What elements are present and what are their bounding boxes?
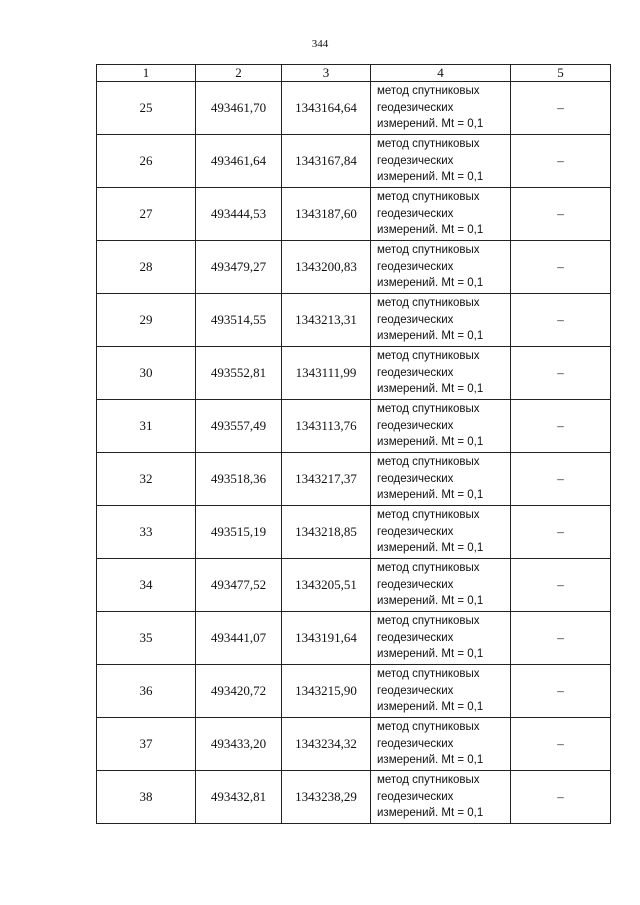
point-number-cell: 38 (97, 771, 196, 824)
table-row (97, 612, 611, 665)
table-row (97, 453, 611, 506)
point-number-cell: 34 (97, 559, 196, 612)
method-text-line: измерений. Mt = 0,1 (377, 277, 484, 290)
coordinate-y-cell: 1343215,90 (282, 665, 371, 718)
point-number-cell: 36 (97, 665, 196, 718)
coordinate-x-cell: 493514,55 (196, 294, 282, 347)
method-text-line: геодезических (377, 578, 454, 591)
coordinate-y-cell: 1343113,76 (282, 400, 371, 453)
coordinate-x-cell: 493432,81 (196, 771, 282, 824)
coordinate-x-cell: 493461,70 (196, 82, 282, 135)
method-cell (371, 188, 511, 241)
page-number: 344 (311, 38, 329, 50)
coordinate-y-cell: 1343218,85 (282, 506, 371, 559)
coordinate-y-cell: 1343191,64 (282, 612, 371, 665)
note-cell: – (511, 188, 611, 241)
point-number-cell: 25 (97, 82, 196, 135)
method-text-line: геодезических (377, 472, 454, 485)
coordinate-y-cell: 1343167,84 (282, 135, 371, 188)
table-body (97, 82, 611, 824)
method-text-line: измерений. Mt = 0,1 (377, 754, 484, 767)
point-number-cell: 30 (97, 347, 196, 400)
method-text-line: метод спутниковых (377, 509, 480, 522)
table-row (97, 135, 611, 188)
method-text-line: метод спутниковых (377, 615, 480, 628)
coordinate-x-cell: 493557,49 (196, 400, 282, 453)
table-row (97, 82, 611, 135)
table-row (97, 718, 611, 771)
note-cell: – (511, 506, 611, 559)
method-text-line: метод спутниковых (377, 456, 480, 469)
header-col-3: 3 (282, 65, 371, 82)
method-cell (371, 453, 511, 506)
method-text-line: измерений. Mt = 0,1 (377, 118, 484, 131)
table-row (97, 241, 611, 294)
method-text-line: геодезических (377, 101, 454, 114)
method-cell (371, 400, 511, 453)
method-text-line: геодезических (377, 154, 454, 167)
coordinates-table (96, 64, 611, 824)
method-text-line: измерений. Mt = 0,1 (377, 330, 484, 343)
method-cell (371, 665, 511, 718)
coordinate-x-cell: 493444,53 (196, 188, 282, 241)
coordinate-y-cell: 1343217,37 (282, 453, 371, 506)
method-text-line: геодезических (377, 419, 454, 432)
method-cell (371, 241, 511, 294)
point-number-cell: 27 (97, 188, 196, 241)
coordinate-x-cell: 493461,64 (196, 135, 282, 188)
method-text-line: геодезических (377, 366, 454, 379)
method-text-line: измерений. Mt = 0,1 (377, 383, 484, 396)
method-text-line: геодезических (377, 313, 454, 326)
method-cell (371, 82, 511, 135)
note-cell: – (511, 135, 611, 188)
point-number-cell: 28 (97, 241, 196, 294)
coordinate-y-cell: 1343187,60 (282, 188, 371, 241)
method-text-line: геодезических (377, 790, 454, 803)
table-row (97, 506, 611, 559)
note-cell: – (511, 771, 611, 824)
method-text-line: измерений. Mt = 0,1 (377, 595, 484, 608)
method-cell (371, 559, 511, 612)
coordinate-y-cell: 1343238,29 (282, 771, 371, 824)
method-text-line: геодезических (377, 525, 454, 538)
header-col-2: 2 (196, 65, 282, 82)
method-text-line: метод спутниковых (377, 85, 480, 98)
method-cell (371, 506, 511, 559)
method-text-line: измерений. Mt = 0,1 (377, 171, 484, 184)
coordinate-y-cell: 1343205,51 (282, 559, 371, 612)
method-text-line: геодезических (377, 684, 454, 697)
method-text-line: метод спутниковых (377, 350, 480, 363)
method-text-line: измерений. Mt = 0,1 (377, 224, 484, 237)
point-number-cell: 33 (97, 506, 196, 559)
header-col-4: 4 (371, 65, 511, 82)
note-cell: – (511, 612, 611, 665)
note-cell: – (511, 665, 611, 718)
point-number-cell: 32 (97, 453, 196, 506)
header-col-1: 1 (97, 65, 196, 82)
note-cell: – (511, 453, 611, 506)
table-header-row (97, 65, 611, 82)
coordinate-y-cell: 1343234,32 (282, 718, 371, 771)
note-cell: – (511, 347, 611, 400)
point-number-cell: 35 (97, 612, 196, 665)
point-number-cell: 37 (97, 718, 196, 771)
method-text-line: метод спутниковых (377, 138, 480, 151)
method-text-line: измерений. Mt = 0,1 (377, 648, 484, 661)
method-text-line: метод спутниковых (377, 191, 480, 204)
table-row (97, 400, 611, 453)
header-col-5: 5 (511, 65, 611, 82)
point-number-cell: 29 (97, 294, 196, 347)
method-cell (371, 347, 511, 400)
table-row (97, 771, 611, 824)
method-cell (371, 612, 511, 665)
coordinate-y-cell: 1343111,99 (282, 347, 371, 400)
method-text-line: метод спутниковых (377, 244, 480, 257)
note-cell: – (511, 400, 611, 453)
method-text-line: измерений. Mt = 0,1 (377, 701, 484, 714)
note-cell: – (511, 294, 611, 347)
coordinate-y-cell: 1343213,31 (282, 294, 371, 347)
method-cell (371, 718, 511, 771)
note-cell: – (511, 241, 611, 294)
coordinate-x-cell: 493441,07 (196, 612, 282, 665)
method-cell (371, 135, 511, 188)
method-text-line: геодезических (377, 207, 454, 220)
method-text-line: геодезических (377, 260, 454, 273)
note-cell: – (511, 559, 611, 612)
method-text-line: измерений. Mt = 0,1 (377, 436, 484, 449)
method-text-line: геодезических (377, 737, 454, 750)
note-cell: – (511, 718, 611, 771)
method-text-line: измерений. Mt = 0,1 (377, 807, 484, 820)
table-row (97, 294, 611, 347)
coordinate-x-cell: 493420,72 (196, 665, 282, 718)
method-text-line: метод спутниковых (377, 721, 480, 734)
method-text-line: измерений. Mt = 0,1 (377, 542, 484, 555)
method-text-line: метод спутниковых (377, 774, 480, 787)
method-cell (371, 771, 511, 824)
method-text-line: метод спутниковых (377, 297, 480, 310)
point-number-cell: 31 (97, 400, 196, 453)
coordinate-x-cell: 493479,27 (196, 241, 282, 294)
coordinate-x-cell: 493433,20 (196, 718, 282, 771)
method-text-line: измерений. Mt = 0,1 (377, 489, 484, 502)
coordinate-y-cell: 1343164,64 (282, 82, 371, 135)
point-number-cell: 26 (97, 135, 196, 188)
table-row (97, 665, 611, 718)
table-row (97, 559, 611, 612)
method-cell (371, 294, 511, 347)
method-text-line: метод спутниковых (377, 562, 480, 575)
method-text-line: метод спутниковых (377, 403, 480, 416)
coordinate-x-cell: 493477,52 (196, 559, 282, 612)
method-text-line: метод спутниковых (377, 668, 480, 681)
coordinate-x-cell: 493515,19 (196, 506, 282, 559)
method-text-line: геодезических (377, 631, 454, 644)
coordinate-x-cell: 493552,81 (196, 347, 282, 400)
coordinate-y-cell: 1343200,83 (282, 241, 371, 294)
table-row (97, 347, 611, 400)
table-row (97, 188, 611, 241)
note-cell: – (511, 82, 611, 135)
coordinate-x-cell: 493518,36 (196, 453, 282, 506)
